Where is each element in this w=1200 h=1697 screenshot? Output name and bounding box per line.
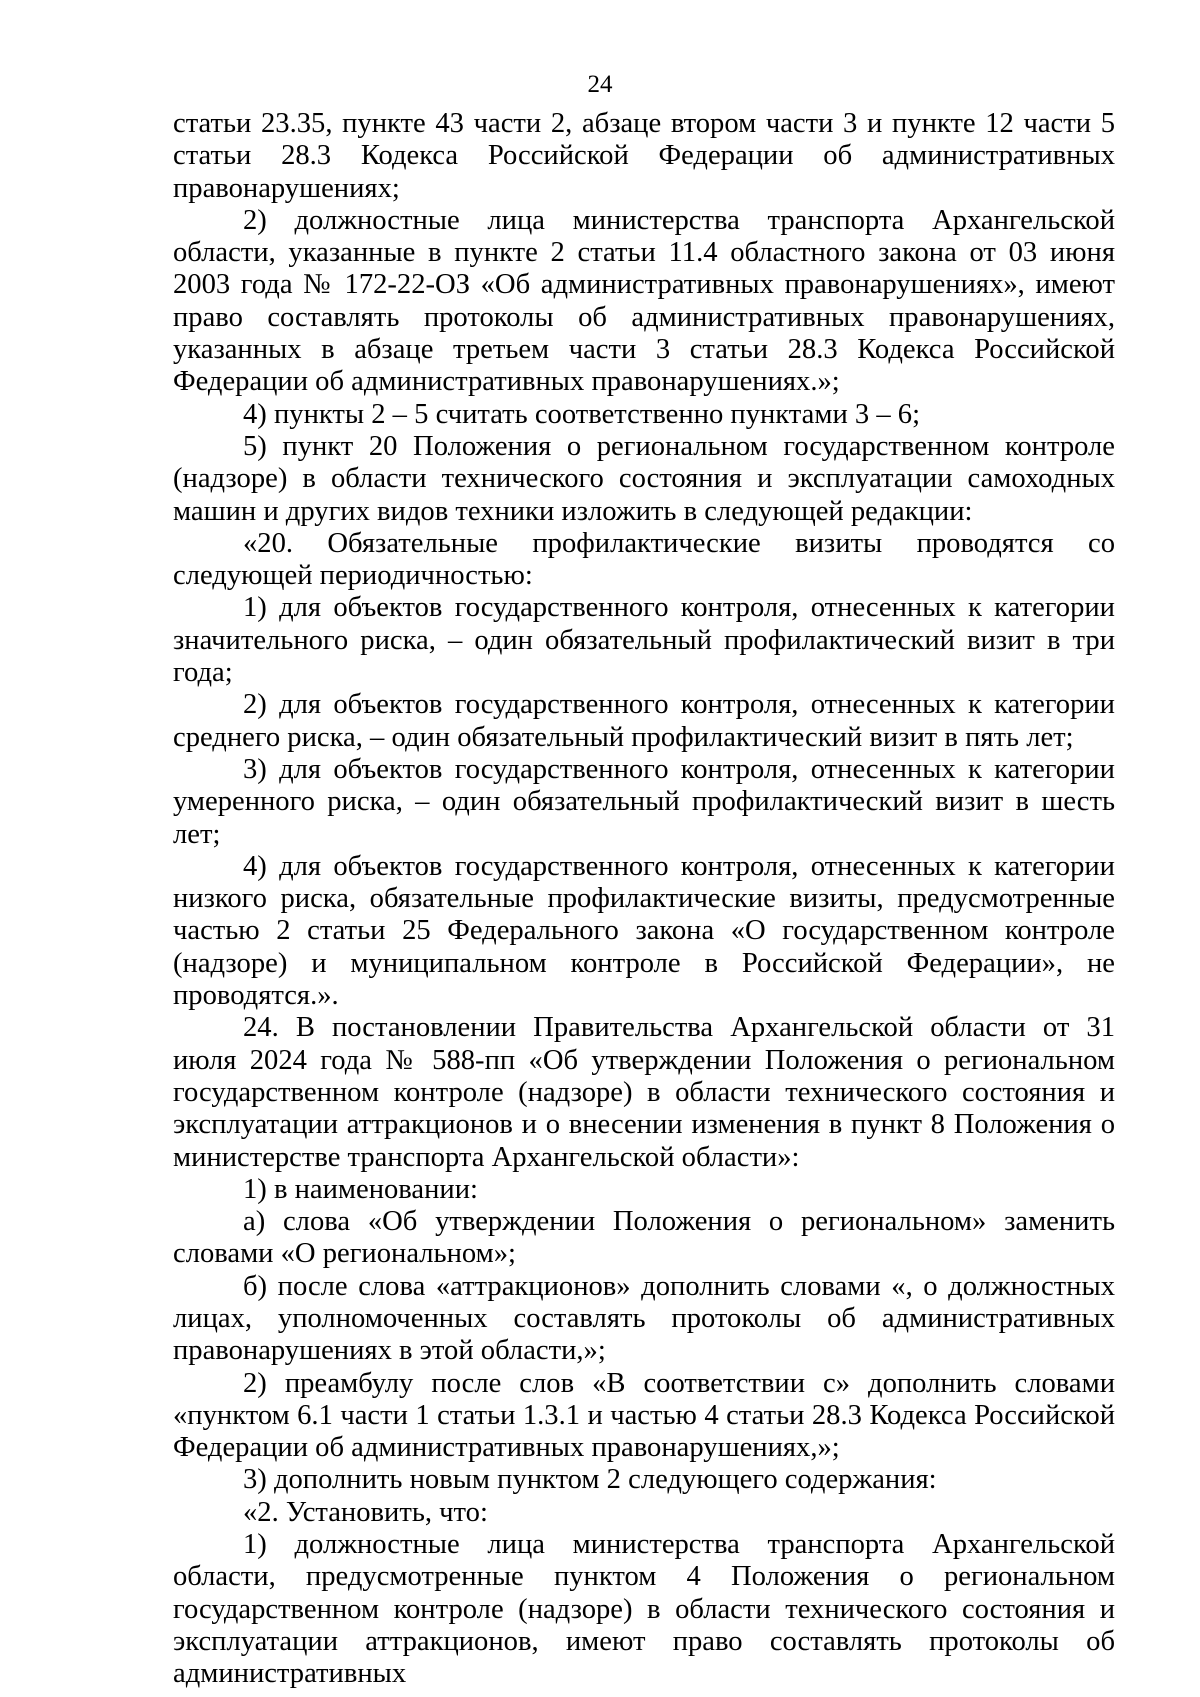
document-body bbox=[173, 108, 1115, 1691]
paragraph: 1) должностные лица министерства транспорта Архангельской области, предусмотренные пунктом 4 Положения о региональном государственном контроле (надзоре) в области технического состояния и эксплуатации аттракционов, имеют право составлять протоколы об административных bbox=[173, 1529, 1115, 1690]
paragraph: 3) для объектов государственного контроля, отнесенных к категории умеренного риска, – один обязательный профилактический визит в шесть лет; bbox=[173, 753, 1115, 850]
paragraph: 2) для объектов государственного контроля, отнесенных к категории среднего риска, – один обязательный профилактический визит в пять лет; bbox=[173, 689, 1115, 753]
paragraph: «2. Установить, что: bbox=[243, 1496, 488, 1528]
paragraph: б) после слова «аттракционов» дополнить словами «, о должностных лицах, уполномоченных составлять протоколы об административных правонарушениях в этой области,»; bbox=[173, 1270, 1115, 1367]
paragraph: 3) дополнить новым пунктом 2 следующего содержания: bbox=[243, 1464, 937, 1496]
paragraph: 4) пункты 2 – 5 считать соответственно пунктами 3 – 6; bbox=[243, 398, 921, 430]
page-number: 24 bbox=[587, 71, 613, 98]
paragraph: 4) для объектов государственного контроля, отнесенных к категории низкого риска, обязательные профилактические визиты, предусмотренные частью 2 статьи 25 Федерального закона «О государственном контроле (надзоре) и муниципальном контроле в Российской Федерации», не проводятся.». bbox=[173, 850, 1115, 1012]
paragraph: «20. Обязательные профилактические визиты проводятся со следующей периодичностью: bbox=[173, 527, 1115, 592]
paragraph: 1) в наименовании: bbox=[243, 1173, 478, 1205]
paragraph: 24. В постановлении Правительства Архангельской области от 31 июля 2024 года № 588-пп «Об утверждении Положения о региональном государственном контроле (надзоре) в области технического состояния и эксплуатации аттракционов и о внесении изменения в пункт 8 Положения о министерстве транспорта Архангельской области»: bbox=[173, 1012, 1115, 1173]
paragraph: статьи 23.35, пункте 43 части 2, абзаце втором части 3 и пункте 12 части 5 статьи 28.3 Кодекса Российской Федерации об административных правонарушениях; bbox=[173, 108, 1115, 204]
paragraph: 2) преамбулу после слов «В соответствии с» дополнить словами «пунктом 6.1 части 1 статьи 1.3.1 и частью 4 статьи 28.3 Кодекса Российской Федерации об административных правонарушениях,»; bbox=[173, 1367, 1115, 1464]
paragraph: 2) должностные лица министерства транспорта Архангельской области, указанные в пункте 2 статьи 11.4 областного закона от 03 июня 2003 года № 172-22-ОЗ «Об административных правонарушениях», имеют право составлять протоколы об административных правонарушениях, указанных в абзаце третьем части 3 статьи 28.3 Кодекса Российской Федерации об административных правонарушениях.»; bbox=[173, 204, 1115, 398]
paragraph: 5) пункт 20 Положения о региональном государственном контроле (надзоре) в области технического состояния и эксплуатации самоходных машин и других видов техники изложить в следующей редакции: bbox=[173, 430, 1115, 527]
paragraph: а) слова «Об утверждении Положения о региональном» заменить словами «О региональном»; bbox=[173, 1206, 1115, 1270]
paragraph: 1) для объектов государственного контроля, отнесенных к категории значительного риска, – один обязательный профилактический визит в три года; bbox=[173, 592, 1115, 689]
